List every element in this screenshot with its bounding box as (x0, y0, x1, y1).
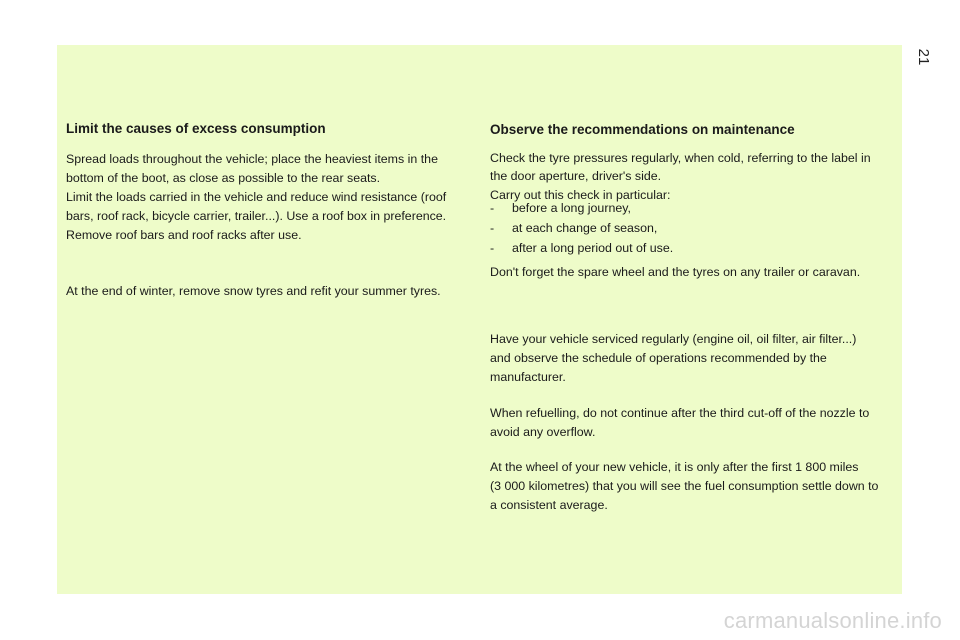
right-column (490, 121, 900, 515)
check-list (490, 200, 900, 257)
spare-wheel-paragraph: Don't forget the spare wheel and the tyres on any trailer or caravan. (490, 265, 861, 279)
service-line-1: Have your vehicle serviced regularly (engine oil, oil filter, air filter...) (490, 332, 857, 346)
left-heading: Limit the causes of excess consumption (66, 121, 326, 136)
tyres-line-1: Check the tyre pressures regularly, when cold, referring to the label in (490, 151, 871, 165)
refuel-line-1: When refuelling, do not continue after the third cut-off of the nozzle to (490, 406, 870, 420)
left-column (66, 120, 466, 300)
new-vehicle-line-3: a consistent average. (490, 498, 608, 512)
loads-line-3: Limit the loads carried in the vehicle and reduce wind resistance (roof (66, 190, 447, 204)
service-paragraph (490, 330, 900, 387)
service-line-3: manufacturer. (490, 370, 566, 384)
tyres-line-2: the door aperture, driver's side. (490, 169, 662, 183)
loads-line-2: bottom of the boot, as close as possible to the rear seats. (66, 171, 381, 185)
list-item: - at each change of season, (490, 221, 658, 235)
snow-tyres-paragraph: At the end of winter, remove snow tyres and refit your summer tyres. (66, 284, 441, 298)
loads-paragraph (66, 150, 466, 245)
refuel-paragraph (490, 404, 900, 442)
refuel-line-2: avoid any overflow. (490, 425, 596, 439)
new-vehicle-line-2: (3 000 kilometres) that you will see the fuel consumption settle down to (490, 479, 879, 493)
watermark: carmanualsonline.info (723, 608, 942, 633)
loads-line-5: Remove roof bars and roof racks after use. (66, 228, 302, 242)
page-number: 21 (915, 48, 932, 66)
list-item: - after a long period out of use. (490, 241, 674, 255)
new-vehicle-line-1: At the wheel of your new vehicle, it is only after the first 1 800 miles (490, 460, 859, 474)
list-item: - before a long journey, (490, 201, 631, 215)
loads-line-4: bars, roof rack, bicycle carrier, trailer...). Use a roof box in preference. (66, 209, 447, 223)
loads-line-1: Spread loads throughout the vehicle; place the heaviest items in the (66, 152, 438, 166)
tyres-line-3: Carry out this check in particular: (490, 188, 671, 202)
new-vehicle-paragraph (490, 458, 900, 515)
right-heading: Observe the recommendations on maintenance (490, 122, 795, 137)
service-line-2: and observe the schedule of operations recommended by the (490, 351, 827, 365)
